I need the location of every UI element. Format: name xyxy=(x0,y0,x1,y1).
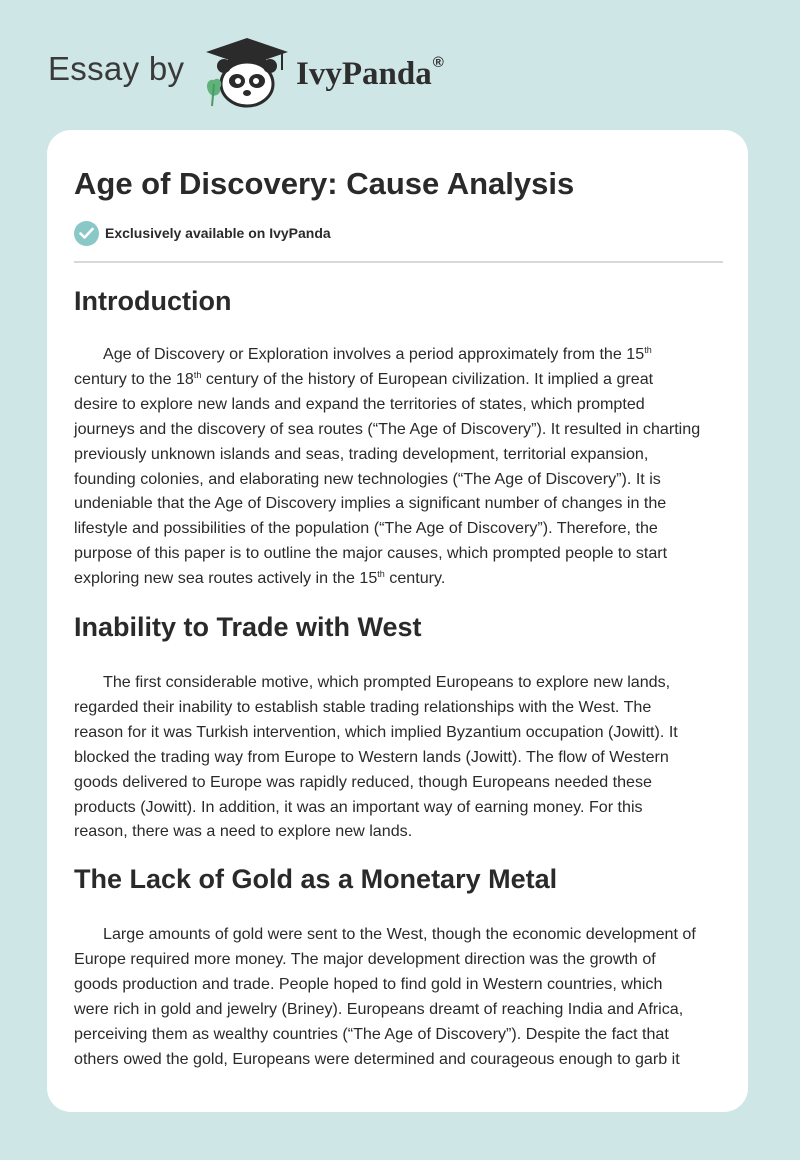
ivy-leaf-icon xyxy=(207,79,221,106)
registered-mark: ® xyxy=(432,54,444,71)
badge-text: Exclusively available on IvyPanda xyxy=(105,225,331,241)
text-line: undeniable that the Age of Discovery implies a significant number of changes in the xyxy=(74,494,667,513)
text-line: others owed the gold, Europeans were determined and courageous enough to garb it xyxy=(74,1049,680,1068)
text-line: previously unknown islands and seas, trading development, territorial expansion, xyxy=(74,444,649,463)
text-line: founding colonies, and elaborating new technologies (“The Age of Discovery”). It is xyxy=(74,469,661,488)
text-line: goods production and trade. People hoped to find gold in Western countries, which xyxy=(74,974,663,993)
section-heading-lack-of-gold: The Lack of Gold as a Monetary Metal xyxy=(74,864,558,894)
section-heading-inability-to-trade: Inability to Trade with West xyxy=(74,612,422,642)
essay-by-label: Essay by xyxy=(48,50,185,87)
text-line: perceiving them as wealthy countries (“The Age of Discovery”). Despite the fact that xyxy=(74,1024,669,1043)
text-line: desire to explore new lands and expand the territories of states, which prompted xyxy=(74,394,645,413)
site-header xyxy=(0,0,800,130)
brand-name[interactable]: IvyPanda® xyxy=(296,54,444,92)
text-line: purpose of this paper is to outline the major causes, which prompted people to start xyxy=(74,544,668,563)
divider xyxy=(74,261,723,263)
paragraph-introduction xyxy=(74,342,726,591)
paragraph-inability-to-trade xyxy=(74,670,726,844)
section-heading-introduction: Introduction xyxy=(74,286,232,316)
text-line: exploring new sea routes actively in the 15th century. xyxy=(74,569,446,588)
text-line: journeys and the discovery of sea routes (“The Age of Discovery”). It resulted in charting xyxy=(74,419,701,438)
text-line: The first considerable motive, which prompted Europeans to explore new lands, xyxy=(103,673,671,691)
text-line: blocked the trading way from Europe to Western lands (Jowitt). The flow of Western xyxy=(74,747,669,766)
check-icon xyxy=(74,221,99,246)
text-line: products (Jowitt). In addition, it was an important way of earning money. For this xyxy=(74,797,643,816)
article-card xyxy=(47,130,748,1112)
text-line: goods delivered to Europe was rapidly reduced, though Europeans needed these xyxy=(74,772,652,791)
page-title: Age of Discovery: Cause Analysis xyxy=(74,166,575,201)
text-line: Large amounts of gold were sent to the West, though the economic development of xyxy=(103,925,696,943)
paragraph-lack-of-gold xyxy=(74,922,726,1071)
exclusive-badge xyxy=(74,220,331,246)
text-line: Europe required more money. The major development direction was the growth of xyxy=(74,949,656,968)
text-line: reason for it was Turkish intervention, which implied Byzantium occupation (Jowitt). It xyxy=(74,722,678,741)
text-line: lifestyle and possibilities of the population (“The Age of Discovery”). Therefore, the xyxy=(74,519,658,538)
text-line: Age of Discovery or Exploration involves a period approximately from the 15th xyxy=(103,345,652,363)
text-line: century to the 18th century of the history of European civilization. It implied a great xyxy=(74,369,654,388)
text-line: were rich in gold and jewelry (Briney). Europeans dreamt of reaching India and Africa, xyxy=(74,999,684,1018)
text-line: reason, there was a need to explore new lands. xyxy=(74,822,413,841)
text-line: regarded their inability to establish stable trading relationships with the West. The xyxy=(74,697,652,716)
panda-graduate-icon[interactable] xyxy=(202,36,292,108)
